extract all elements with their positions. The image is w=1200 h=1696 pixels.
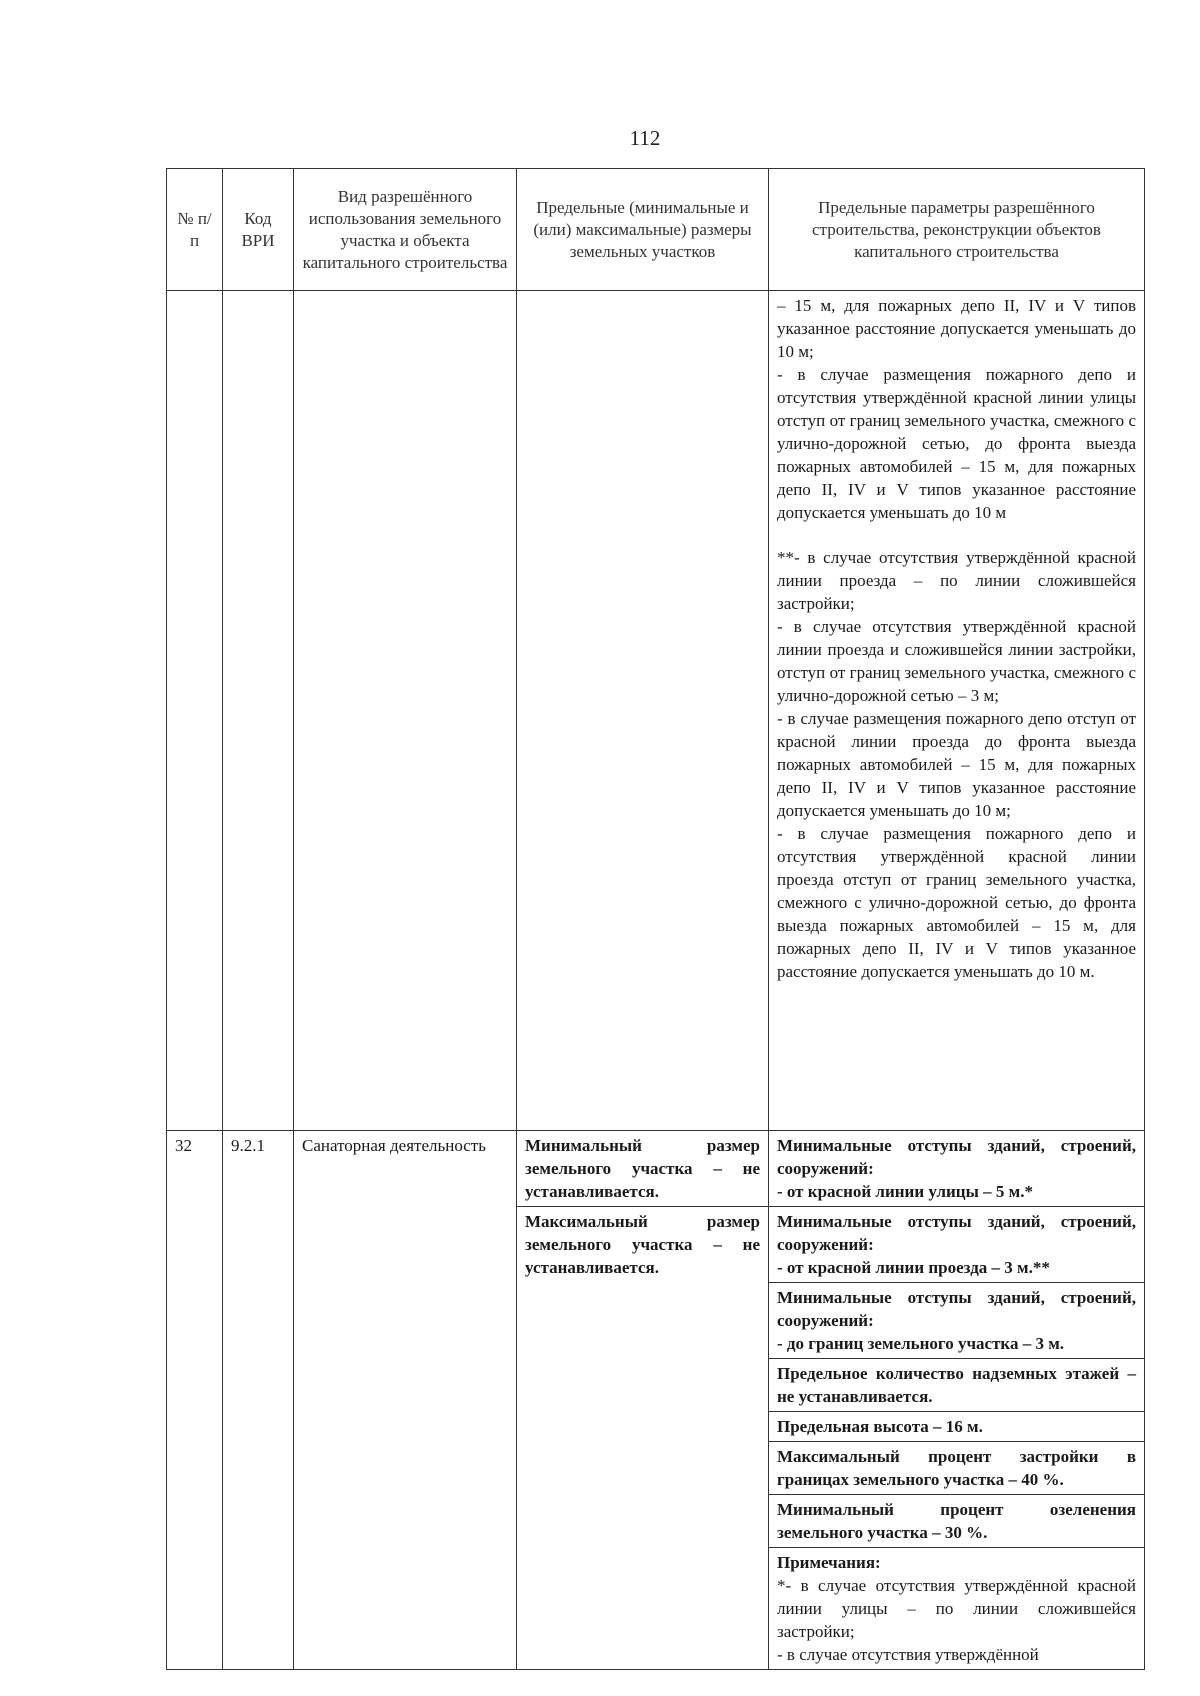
cont-paragraph: **- в случае отсутствия утверждённой красной линии проезда – по линии сложившейся застройки; xyxy=(777,548,1136,613)
cont-paragraph: - в случае размещения пожарного депо отступ от красной линии проезда до фронта выезда пожарных автомобилей – 15 м, для пожарных депо II, IV и V типов указанное расстояние допускается уменьшать до 10 м; xyxy=(777,709,1136,820)
note-paragraph: *- в случае отсутствия утверждённой красной линии улицы – по линии сложившейся застройки; xyxy=(777,1576,1136,1641)
row-number: 32 xyxy=(167,1131,223,1670)
size-max-cell: Максимальный размер земельного участка – не устанавливается. xyxy=(517,1207,769,1670)
param-heading: Минимальные отступы зданий, строений, сооружений: xyxy=(777,1288,1136,1330)
param-text: - от красной линии улицы – 5 м.* xyxy=(777,1182,1033,1201)
notes-cell xyxy=(769,1548,1145,1670)
table-header-row xyxy=(167,169,1145,291)
param-cell-5: Максимальный процент застройки в границах земельного участка – 40 %. xyxy=(769,1442,1145,1495)
cont-code-cell xyxy=(223,291,294,1131)
table-row-32 xyxy=(167,1131,1145,1207)
note-paragraph: - в случае отсутствия утверждённой xyxy=(777,1645,1039,1664)
regulations-table xyxy=(166,168,1145,1670)
header-code: Код ВРИ xyxy=(223,169,294,291)
param-cell-2 xyxy=(769,1283,1145,1359)
cont-kind-cell xyxy=(294,291,517,1131)
cont-num-cell xyxy=(167,291,223,1131)
cont-paragraph: - в случае размещения пожарного депо и отсутствия утверждённой красной линии проезда отступ от границ земельного участка, смежного с улично-дорожной сетью, до фронта выезда пожарных автомобилей – 15 м, для пожарных депо II, IV и V типов указанное расстояние допускается уменьшать до 10 м. xyxy=(777,824,1136,981)
row-kind: Санаторная деятельность xyxy=(294,1131,517,1670)
param-heading: Минимальные отступы зданий, строений, сооружений: xyxy=(777,1136,1136,1178)
cont-paragraph: – 15 м, для пожарных депо II, IV и V типов указанное расстояние допускается уменьшать до 10 м; xyxy=(777,296,1136,361)
cont-params-cell xyxy=(769,291,1145,1131)
param-cell-1 xyxy=(769,1207,1145,1283)
header-kind: Вид разрешённого использования земельного участка и объекта капитального строительства xyxy=(294,169,517,291)
header-params: Предельные параметры разрешённого строительства, реконструкции объектов капитального строительства xyxy=(769,169,1145,291)
header-size: Предельные (минимальные и (или) максимальные) размеры земельных участков xyxy=(517,169,769,291)
param-heading: Минимальные отступы зданий, строений, сооружений: xyxy=(777,1212,1136,1254)
row-code: 9.2.1 xyxy=(223,1131,294,1670)
size-min-cell: Минимальный размер земельного участка – не устанавливается. xyxy=(517,1131,769,1207)
param-cell-0 xyxy=(769,1131,1145,1207)
notes-heading: Примечания: xyxy=(777,1553,881,1572)
cont-paragraph: - в случае размещения пожарного депо и отсутствия утверждённой красной линии улицы отступ от границ земельного участка, смежного с улично-дорожной сетью, до фронта выезда пожарных автомобилей – 15 м, для пожарных депо II, IV и V типов указанное расстояние допускается уменьшать до 10 м xyxy=(777,365,1136,522)
cont-size-cell xyxy=(517,291,769,1131)
param-cell-6: Минимальный процент озеленения земельного участка – 30 %. xyxy=(769,1495,1145,1548)
page-number: 112 xyxy=(629,126,661,150)
param-text: - от красной линии проезда – 3 м.** xyxy=(777,1258,1050,1277)
table-row-continuation xyxy=(167,291,1145,1131)
header-num: № п/п xyxy=(167,169,223,291)
cont-paragraph: - в случае отсутствия утверждённой красной линии проезда и сложившейся линии застройки, отступ от границ земельного участка, смежного с улично-дорожной сетью – 3 м; xyxy=(777,617,1136,705)
param-cell-4: Предельная высота – 16 м. xyxy=(769,1412,1145,1442)
param-cell-3: Предельное количество надземных этажей – не устанавливается. xyxy=(769,1359,1145,1412)
param-text: - до границ земельного участка – 3 м. xyxy=(777,1334,1065,1353)
